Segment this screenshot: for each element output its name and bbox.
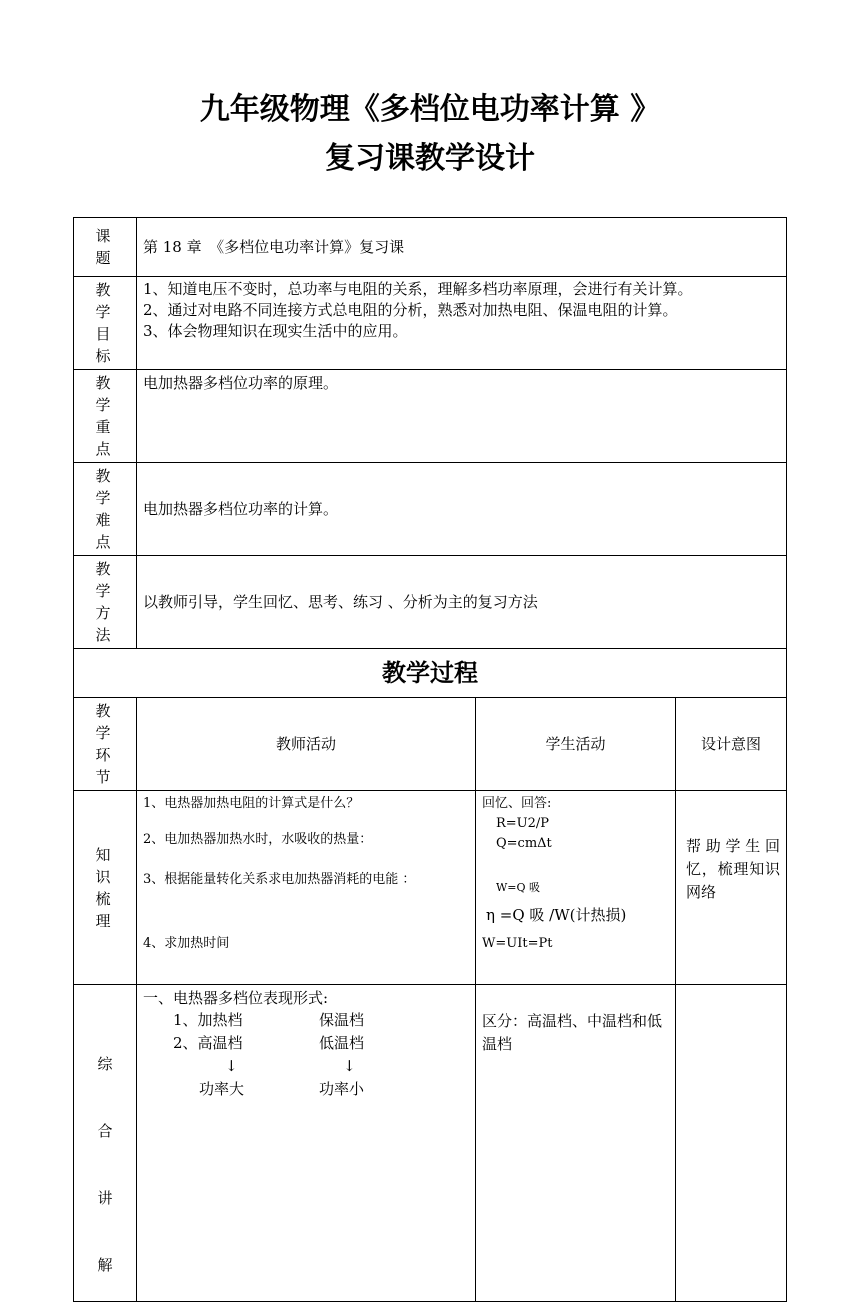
warm-gear-label: 保温档 — [319, 1011, 365, 1029]
power-small-label: 功率小 — [319, 1080, 365, 1098]
formula-resistance: R=U2/P — [496, 816, 550, 831]
design-intent-header: 设计意图 — [676, 698, 787, 791]
goals-value — [137, 277, 787, 370]
synthesis-teacher-activity — [137, 985, 476, 1302]
power-large-label: 功率大 — [199, 1080, 245, 1098]
synthesis-design-intent — [676, 985, 787, 1302]
key-point-row — [74, 370, 787, 463]
review-teacher-activity — [137, 791, 476, 985]
synthesis-student-activity: 区分：高温档、中温档和低温档 — [476, 985, 676, 1302]
review-question: 4、求加热时间 — [143, 936, 230, 951]
difficulty-row — [74, 463, 787, 556]
goals-label: 教 学 目 标 — [74, 277, 137, 370]
difficulty-label: 教 学 难 点 — [74, 463, 137, 556]
stage-header: 教 学 环 节 — [74, 698, 137, 791]
review-question: 1、电热器加热电阻的计算式是什么？ — [143, 796, 360, 811]
document-subtitle: 复习课教学设计 — [325, 141, 535, 176]
method-row — [74, 556, 787, 649]
low-gear-label: 低温档 — [319, 1034, 365, 1052]
goal-item: 3、体会物理知识在现实生活中的应用。 — [143, 322, 408, 340]
topic-value: 第 18 章 《多档位电功率计算》复习课 — [137, 218, 787, 277]
student-activity-header: 学生活动 — [476, 698, 676, 791]
difficulty-value: 电加热器多档位功率的计算。 — [137, 463, 787, 556]
document-title: 九年级物理《多档位电功率计算 》 — [199, 92, 661, 127]
synthesis-heading: 一、电热器多档位表现形式: — [143, 989, 329, 1007]
key-point-label: 教 学 重 点 — [74, 370, 137, 463]
synthesis-row — [74, 985, 787, 1302]
arrow-down-icon: ↓ — [225, 1057, 238, 1075]
formula-electric-work: W=UIt=Pt — [482, 936, 553, 951]
method-value: 以教师引导，学生回忆、思考、练习 、分析为主的复习方法 — [137, 556, 787, 649]
review-question: 3、根据能量转化关系求电加热器消耗的电能 ： — [143, 872, 416, 887]
formula-efficiency: η =Q 吸 /W(计热损) — [486, 906, 627, 924]
lesson-plan-table — [73, 217, 787, 1302]
review-student-activity — [476, 791, 676, 985]
goal-item: 2、通过对电路不同连接方式总电阻的分析，熟悉对加热电阻、保温电阻的计算。 — [143, 301, 678, 319]
arrow-down-icon: ↓ — [343, 1057, 356, 1075]
knowledge-review-label: 知 识 梳 理 — [74, 791, 137, 985]
topic-label: 课 题 — [74, 218, 137, 277]
review-design-intent: 帮助学生回忆，梳理知识网络 — [676, 791, 787, 985]
heating-gear-label: 1、加热档 — [173, 1011, 243, 1029]
review-question: 2、电加热器加热水时，水吸收的热量： — [143, 832, 373, 847]
student-answer-intro: 回忆、回答: — [482, 796, 552, 811]
method-label: 教 学 方 法 — [74, 556, 137, 649]
teacher-activity-header: 教师活动 — [137, 698, 476, 791]
high-gear-label: 2、高温档 — [173, 1034, 243, 1052]
key-point-value: 电加热器多档位功率的原理。 — [137, 370, 787, 463]
formula-heat: Q=cmΔt — [496, 836, 552, 851]
goals-row — [74, 277, 787, 370]
process-heading: 教学过程 — [74, 649, 787, 698]
goal-item: 1、知道电压不变时，总功率与电阻的关系，理解多档功率原理，会进行有关计算。 — [143, 280, 693, 298]
topic-row — [74, 218, 787, 277]
process-heading-row — [74, 649, 787, 698]
process-header-row — [74, 698, 787, 791]
knowledge-review-row — [74, 791, 787, 985]
formula-energy: W=Q 吸 — [496, 881, 541, 894]
synthesis-label: 综 合 讲 解 — [74, 985, 137, 1302]
